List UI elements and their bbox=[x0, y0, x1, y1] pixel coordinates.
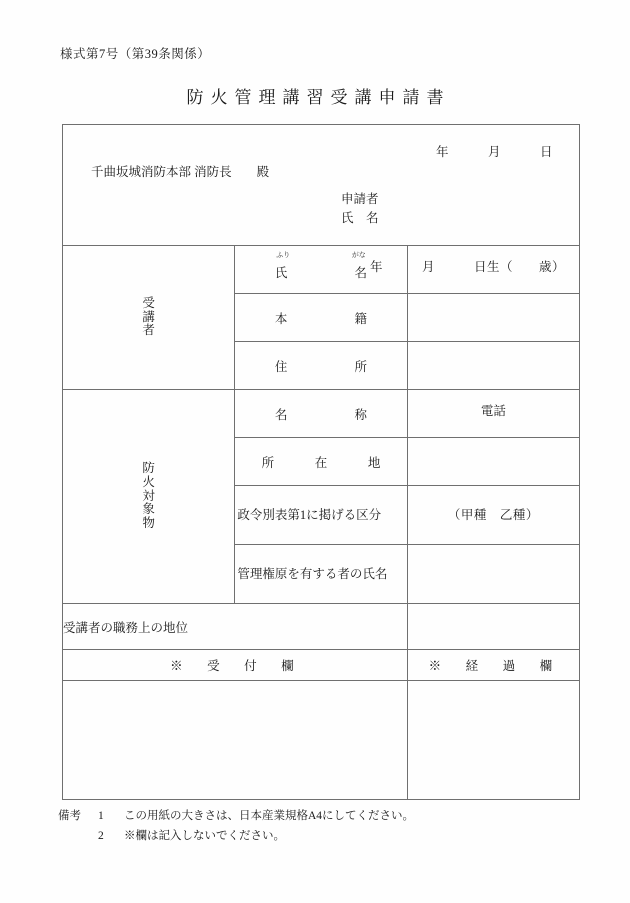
notes-tag-spacer bbox=[58, 826, 98, 846]
footer-notes bbox=[58, 806, 414, 846]
building-location-label-left: 所 bbox=[261, 455, 275, 470]
furigana-ruby-right: がな bbox=[351, 251, 366, 259]
building-location-label-mid: 在 bbox=[314, 455, 328, 470]
building-category-label: 政令別表第1に掲げる区分 bbox=[237, 507, 382, 522]
notes-tag: 備考 bbox=[58, 810, 81, 822]
trainee-address-label-right: 所 bbox=[354, 359, 368, 374]
building-group-char: 対 bbox=[142, 488, 155, 503]
trainee-group-char: 者 bbox=[142, 323, 155, 338]
category-kind-note: （甲種 乙種） bbox=[447, 508, 539, 522]
page-title: 防火管理講習受講申請書 bbox=[186, 88, 451, 107]
trainee-name-label-left: 氏 bbox=[274, 266, 288, 280]
trainee-name-field[interactable] bbox=[369, 246, 579, 294]
trainee-group-char: 講 bbox=[142, 309, 155, 324]
building-category-label-cell bbox=[235, 486, 407, 545]
addressee-text: 千曲坂城消防本部 消防長 殿 bbox=[91, 165, 270, 179]
trainee-domicile-label-right: 籍 bbox=[354, 311, 368, 326]
birthdate-note: 年 月 日生（ 歳） bbox=[369, 260, 565, 274]
building-name-row bbox=[63, 390, 580, 438]
trainee-group-label bbox=[63, 246, 235, 390]
building-location-field[interactable] bbox=[407, 438, 579, 486]
building-category-field[interactable] bbox=[407, 486, 579, 545]
applicant-name-label: 氏 名 bbox=[341, 211, 379, 226]
manager-name-label: 管理権原を有する者の氏名 bbox=[237, 566, 388, 581]
trainee-domicile-label-cell bbox=[235, 294, 407, 342]
note-text: ※欄は記入しないでください。 bbox=[124, 830, 285, 843]
header-block-row bbox=[63, 125, 580, 246]
furigana-ruby-left: ふり bbox=[276, 251, 291, 259]
note-number: 2 bbox=[98, 830, 104, 843]
building-location-label-right: 地 bbox=[367, 455, 381, 470]
progress-heading: ※ 経 過 欄 bbox=[407, 650, 579, 681]
building-group-char: 火 bbox=[142, 474, 155, 489]
job-position-label: 受講者の職務上の地位 bbox=[63, 604, 408, 650]
building-group-char: 物 bbox=[142, 516, 155, 531]
date-line: 年 月 日 bbox=[435, 145, 553, 159]
reception-field[interactable] bbox=[63, 681, 408, 800]
manager-name-field[interactable] bbox=[407, 545, 579, 604]
applicant-label: 申請者 bbox=[341, 192, 379, 206]
office-use-heading-row bbox=[63, 650, 580, 681]
trainee-domicile-field[interactable] bbox=[407, 294, 579, 342]
building-group-label bbox=[63, 390, 235, 604]
building-group-char: 象 bbox=[142, 502, 155, 517]
reception-heading: ※ 受 付 欄 bbox=[63, 650, 408, 681]
job-position-row bbox=[63, 604, 580, 650]
trainee-address-label-left: 住 bbox=[274, 359, 288, 374]
building-group-char: 防 bbox=[142, 461, 155, 476]
building-name-label-cell bbox=[235, 390, 407, 438]
telephone-label: 電話 bbox=[480, 404, 506, 418]
note-line bbox=[58, 826, 414, 846]
addressee-cell bbox=[63, 125, 580, 246]
note-number: 1 bbox=[98, 810, 104, 822]
applicant-block bbox=[341, 190, 379, 229]
building-name-field[interactable] bbox=[407, 390, 579, 438]
trainee-address-label-cell bbox=[235, 342, 407, 390]
building-location-label-cell bbox=[235, 438, 407, 486]
office-use-body-row bbox=[63, 681, 580, 800]
manager-name-label-cell bbox=[235, 545, 407, 604]
building-name-label-right: 称 bbox=[354, 407, 368, 422]
trainee-name-row bbox=[63, 246, 580, 294]
job-position-field[interactable] bbox=[407, 604, 579, 650]
note-text: この用紙の大きさは、日本産業規格A4にしてください。 bbox=[124, 810, 415, 822]
progress-field[interactable] bbox=[407, 681, 579, 800]
building-name-label-left: 名 bbox=[274, 407, 288, 422]
form-number: 様式第7号（第39条関係） bbox=[60, 47, 211, 61]
trainee-domicile-label-left: 本 bbox=[274, 311, 288, 326]
trainee-name-label-right: 名 bbox=[354, 266, 368, 280]
note-line bbox=[58, 806, 414, 826]
trainee-address-field[interactable] bbox=[407, 342, 579, 390]
trainee-group-char: 受 bbox=[142, 295, 155, 310]
application-form-table bbox=[62, 124, 580, 800]
